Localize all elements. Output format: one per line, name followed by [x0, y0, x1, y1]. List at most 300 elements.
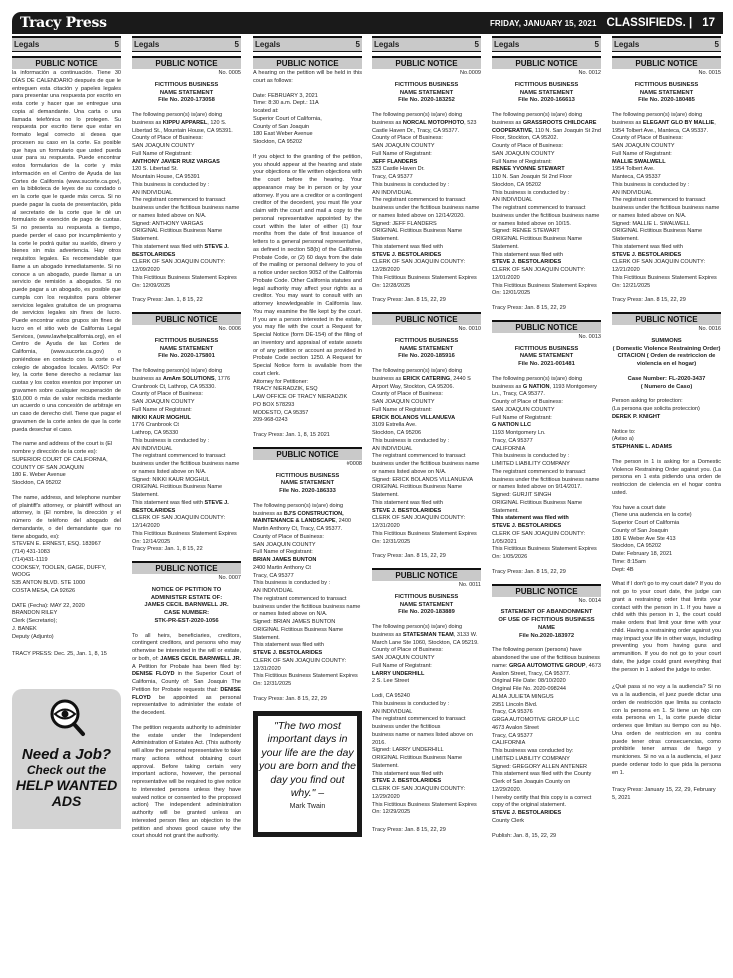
notice-lines: [612, 398, 721, 421]
notice-line: Tracy Press: January 15, 22, 29, February 5, 2021: [612, 787, 716, 801]
notice-line: CLERK OF SAN JOAQUIN COUNTY: 12/14/2020: [132, 515, 226, 529]
notice-line: The registrant commenced to transact business under the fictitious business name or names listed above on N/A.: [132, 197, 240, 219]
text-run: , 2400 Martin Anthony Ct, Tracy, CA 95377.: [253, 518, 352, 532]
notice-line: [372, 368, 481, 391]
notice-number: No. 0013: [578, 333, 601, 340]
notice-line: This business is conducted by :: [253, 580, 331, 587]
notice-line: Full Name of Registrant:: [372, 662, 432, 669]
notice-line: [372, 508, 481, 516]
legals-section-header: [612, 36, 721, 52]
section-label: Legals: [614, 40, 640, 49]
notice-line: [612, 444, 721, 452]
bold-text-run: STEVE J. BESTOLARIDES: [253, 650, 323, 656]
notice-lines: [612, 429, 721, 452]
text-run: be appointed as personal representative to administer the estate of the decedent.: [132, 694, 241, 716]
notice-lines: [612, 505, 721, 575]
notice-line: This statement was filed with: [253, 642, 324, 649]
public-notice-header: PUBLIC NOTICE: [132, 561, 241, 574]
title-line: OF USE OF FICTITIOUS BUSINESS: [498, 617, 595, 623]
notice-line: (La persona que solicita proteccion): [612, 406, 700, 412]
notice-line: [372, 252, 481, 260]
text-run: The name, address, and telephone number of plaintiff's attorney, or plaintiff without an attorney, is (El nombre, la dirección y el número de teléfono del abogado del demandante, o del demandante que no tiene abogado, es):: [12, 494, 121, 540]
notice-line: County of Place of Business:: [132, 135, 203, 142]
notice-lines: [612, 787, 721, 803]
notice-paragraph: [253, 70, 362, 86]
notice-line: SAN JOAQUIN COUNTY: [253, 541, 316, 548]
notice-line: This Fictitious Business Statement Expires On: 12/14/2025: [132, 530, 237, 545]
notice-line: This statement was filed with: [372, 243, 443, 250]
notice-line: [372, 778, 481, 786]
notice-line: 535 ANTON BLVD. STE 1000: [12, 580, 86, 586]
text-run: , 110 N. San Joaquin St 2nd Floor, Stockton, CA 95202.: [492, 127, 601, 142]
text-run: This statement was filed with: [132, 499, 205, 506]
column-4: [372, 36, 481, 976]
classifieds-columns: [12, 36, 723, 976]
bold-text-run: STEVE J. BESTOLARIDES: [132, 243, 229, 258]
notice-line: I hereby certify that this copy is a correct copy of the original statement.: [492, 794, 592, 809]
notice-lines: [612, 112, 721, 290]
notice-line: Signed: GURJIT SINGH: [492, 492, 552, 498]
notice-line: Time: 8:30 a.m. Dept.: 11A: [253, 100, 319, 107]
notice-line: Notice to:: [612, 428, 636, 435]
title-line: FICTITIOUS BUSINESS: [275, 472, 340, 479]
title-line: CITACION ( Orden de restriccion de violencia en el hogar): [617, 353, 716, 367]
column-body: [132, 56, 241, 841]
text-run: la información a continuación. Tiene 30 DÍAS DE CALENDARIO después de que le entreguen esta citación y papeles legales para presentar una respuesta por escrito en esta corte y hacer que se entregue una copia al demandante. Una carta o una llamada telefónica no lo protegen. Su respuesta por escrito tiene que estar en formato legal correcto si desea que procesen su caso en la corte. Es posible que haya un formulario que usted pueda usar para su respuesta. Puede encontrar estos formularios de la corte y más información en el Centro de Ayuda de las Cortes de California (www.sucorte.ca.gov), en la biblioteca de leyes de su condado o en la corte que le quede más cerca. Si no puede pagar la cuota de presentación, pida al secretario de la corte que le dé un formulario de exención de pago de cuotas. Si no presenta su respuesta a tiempo, puede perder el caso por incumplimiento y la corte le podrá quitar su sueldo, dinero y bienes sin más advertencia. Hay otros requisitos legales. Es recomendable que llame a un abogado inmediatamente. Si no conoce a un abogado, puede llamar a un servicio de remisión a abogados. Si no puede pagar a un abogado, es posible que cumpla con los requisitos para obtener servicios legales gratuitos de un programa de servicios legales sin fines de lucro. Puede encontrar estos grupos sin fines de lucro en el sitio web de California Legal Services, (www.lawhelpcalifornia.org), en el Centro de Ayuda de las Cortes de California, (www.sucorte.ca.gov) o poniéndose en contacto con la corte o el colegio de abogados locales. AVISO: Por ley, la corte tiene derecho a reclamar las cuotas y los costos exentos por imponer un gravamen sobre cualquier recuperación de $10,000 ó más de valor recibida mediante un acuerdo o una concesión de arbitraje en un caso de derecho civil. Tiene que pagar el gravamen de la corte antes de que la corte pueda desechar el caso.: [12, 70, 121, 433]
notice-title: [372, 338, 481, 361]
column-body: [253, 56, 362, 837]
title-line: NAME STATEMENT: [519, 89, 574, 96]
notice-line: SUPERIOR COURT OF CALIFORNIA,: [12, 456, 108, 463]
notice-line: This Fictitious Business Statement Expires On: 12/31/2025: [372, 530, 477, 545]
title-line: NAME STATEMENT: [280, 480, 335, 487]
notice-line: CLERK OF SAN JOAQUIN COUNTY: 12/31/2020: [253, 657, 347, 672]
column-2: [132, 36, 241, 976]
notice-lines: [132, 112, 241, 290]
notice-line: 120 S. Libertad St.: [132, 166, 178, 173]
notice-line: 2400 Martin Anthony Ct: [253, 564, 311, 571]
notice-line: [132, 368, 241, 391]
ad-help-wanted: HELP WANTED: [15, 776, 118, 793]
notice-line: County of San Joaquin: [253, 123, 310, 130]
notice-title: [253, 473, 362, 496]
notice-line: (Tiene una audencia en la corte): [612, 512, 692, 519]
notice-line: This business is conducted by :: [372, 700, 450, 707]
notice-line: 180 East Weber Avenue: [253, 131, 313, 138]
notice-line: SAN JOAQUIN COUNTY: [372, 655, 435, 661]
notice-number: No. 0006: [218, 326, 241, 332]
notice-line: [492, 515, 601, 523]
notice-line: Date: FEBRUARY 3, 2021: [253, 92, 318, 99]
notice-line: Attorney for Petitioner:: [253, 378, 309, 385]
bold-text-run: NORCAL MOTOPHOTO: [402, 119, 465, 126]
bold-text-run: G NATION: [522, 383, 550, 390]
column-body: [372, 56, 481, 835]
notice-line: This Fictitious Business Statement Expires On: 12/21/2025: [612, 274, 717, 289]
notice-paragraph: [12, 495, 121, 542]
notice-line: The registrant commenced to transact business under the fictitious business name or names listed above on N/A.: [612, 197, 720, 219]
title-line: ( Numero de Caso): [640, 383, 693, 390]
title-line: FICTITIOUS BUSINESS: [154, 81, 219, 88]
notice-line: 4673 Avalon Street: [492, 724, 539, 731]
text-run: , 1954 Tolbert Ave., Manteca, CA 95337.: [612, 119, 716, 134]
notice-line: 1193 Montgomery Ln.: [492, 430, 546, 436]
notice-line: This Fictitious Business Statement Expires On: 12/01/2025: [492, 282, 597, 297]
notice-line: ORIGINAL Fictitious Business Name Statement.: [492, 236, 583, 250]
notice-line: AN INDIVIDUAL: [132, 189, 173, 196]
notice-title: [132, 82, 241, 105]
notice-line: SAN JOAQUIN COUNTY: [492, 150, 555, 157]
notice-line: SAN JOAQUIN COUNTY: [372, 399, 435, 405]
title-line: FICTITIOUS BUSINESS: [394, 337, 459, 344]
bold-text-run: GRASSROOTS CHILDCARE COOPERATIVE: [492, 119, 597, 134]
bold-text-run: GRGA AUTOMOTIVE GROUP: [508, 662, 586, 669]
notice-line: Full Name of Registrant:: [132, 150, 192, 157]
bold-text-run: STEVE J. BESTOLARIDES: [492, 523, 562, 529]
notice-line: 180 E. Weber Avenue: [12, 472, 66, 479]
notice-line: [492, 422, 601, 430]
notice-title: [612, 338, 721, 369]
notice-lines: [253, 696, 362, 704]
public-notice-header: PUBLIC NOTICE: [372, 56, 481, 69]
title-line: File No. 2020-183252: [398, 97, 455, 104]
notice-line: Tracy, CA 95376: [492, 709, 533, 716]
notice-line: COSTA MESA, CA 92626: [12, 587, 76, 594]
notice-line: Signed: BRIAN JAMES BUNTON: [253, 619, 336, 625]
notice-line: [132, 244, 241, 260]
section-label: Legals: [255, 40, 281, 49]
notice-paragraph: [253, 154, 362, 379]
title-line: NAME STATEMENT: [399, 345, 454, 352]
title-line: FICTITIOUS BUSINESS: [394, 593, 459, 600]
notice-line: Signed: NIKKI KAUR MOGHUL: [132, 476, 210, 483]
text-run: The following person (persons) have abandoned the use of the fictitious business name:: [492, 647, 600, 669]
notice-line: [492, 376, 601, 399]
notice-lines: [253, 379, 362, 426]
notice-line: County of Place of Business:: [372, 391, 443, 398]
notice-lines: [12, 651, 121, 659]
bold-text-run: DENISE FLOYD: [132, 671, 175, 678]
notice-line: [372, 112, 481, 135]
notice-line: AN INDIVIDUAL: [253, 588, 294, 594]
notice-number: No. 0011: [458, 582, 481, 588]
notice-line: DATE (Fecha): MAY 22, 2020: [12, 602, 85, 609]
notice-line: CLERK OF SAN JOAQUIN COUNTY: 1/05/2021: [492, 530, 586, 545]
notice-line: Dept: 4B: [612, 566, 634, 573]
notice-lines: [372, 297, 481, 305]
help-wanted-ad[interactable]: [12, 689, 121, 829]
notice-line: ORIGINAL Fictitious Business Name Statement.: [372, 755, 463, 769]
public-notice-header: PUBLIC NOTICE: [492, 584, 601, 597]
notice-line: [492, 166, 601, 174]
notice-line: [132, 415, 241, 423]
text-run: , 1193 Montgomery Ln., Tracy, CA 95377.: [492, 383, 597, 398]
title-line: File No.2020-183972: [518, 632, 575, 639]
notice-line: [492, 810, 601, 818]
title-line: FICTITIOUS BUSINESS: [634, 81, 699, 88]
notice-line: BRANDON RILEY: [12, 610, 58, 617]
bold-text-run: LARRY UNDERHILL: [372, 670, 425, 677]
section-number: 5: [594, 40, 599, 49]
quote-box: [253, 711, 362, 837]
notice-lines: [492, 569, 601, 577]
title-line: ADMINISTER ESTATE OF:: [150, 594, 223, 601]
bold-text-run: KIPPU APPAREL: [162, 119, 208, 126]
notice-line: Signed: GREGORY ALLEN ANTENER: [492, 763, 588, 770]
legals-section-header: [372, 36, 481, 52]
notice-line: This business is conducted by :: [372, 437, 450, 444]
column-3: [253, 36, 362, 976]
notice-line: SAN JOAQUIN COUNTY: [492, 406, 555, 413]
notice-line: This business is conducted by :: [492, 453, 570, 460]
notice-line: Original File Date: 08/10/2020: [492, 678, 566, 685]
notice-lines: [253, 503, 362, 689]
notice-number: No. 0007: [218, 575, 241, 581]
section-label: Legals: [374, 40, 400, 49]
title-line: CASE NUMBER:: [163, 610, 210, 616]
notice-number: No. 0005: [218, 70, 241, 76]
notice-paragraph: [612, 459, 721, 498]
notice-title: [492, 346, 601, 369]
notice-line: County Clerk: [492, 817, 525, 824]
title-line: NAME STATEMENT: [399, 89, 454, 96]
notice-number: No. 0012: [578, 70, 601, 76]
notice-line: located at:: [253, 108, 279, 114]
title-line: STK-PR-EST-2020-1056: [154, 617, 219, 624]
notice-line: STEVEN E. ERNEST, ESQ. 183967: [12, 541, 101, 548]
notice-line: ORIGINAL Fictitious Business Name Statement.: [253, 626, 344, 641]
notice-line: Stockton, CA 95202: [253, 139, 303, 145]
text-run: , 1776 Cranbrook Ct, Lathrop, CA 95330.: [132, 375, 231, 390]
notice-lines: [253, 93, 362, 147]
ad-subline: Check out the: [26, 762, 107, 777]
notice-lines: [372, 112, 481, 290]
notice-line: ORIGINAL Fictitious Business Name Statement.: [612, 228, 703, 242]
bold-text-run: G NATION LLC: [492, 422, 532, 429]
ad-headline: Need a Job?: [21, 745, 112, 763]
notice-lines: [492, 112, 601, 298]
text-run: To all heirs, beneficiaries, creditors, contingent creditors, and persons who may otherwise be interested in the will or estate, or both, of:: [132, 632, 241, 662]
notice-line: TRACY PRESS: Dec. 25, Jan. 1, 8, 15: [12, 651, 107, 658]
bold-text-run: JAMES CECIL BARNWELL JR.: [160, 655, 242, 662]
notice-line: Deputy (Adjunto): [12, 633, 54, 640]
notice-title: [492, 82, 601, 105]
notice-line: This business was conducted by:: [492, 748, 574, 754]
notice-line: J. BANEK: [12, 625, 37, 632]
text-run: What if I don't go to my court date? If you do not go to your court date, the judge can grant a restraining order that limits your contact with the person in 1. If you have a child with this person in 1, the court could make orders that limit your time with your child. Having a restraining order against you may impact your life in other ways, including preventing you from having guns and ammunition. If you do not go to your court date, the judge could grant everything that the person in 1 asked the judge to order.: [612, 581, 721, 673]
notice-line: AN INDIVIDUAL: [612, 189, 653, 196]
notice-title: [372, 82, 481, 105]
column-6: [612, 36, 721, 976]
notice-number: #0008: [346, 460, 362, 467]
notice-lines: [372, 368, 481, 546]
notice-line: Tracy, CA 95377: [253, 572, 294, 579]
notice-paragraph: [132, 633, 241, 718]
notice-line: Stockton, CA 95202: [12, 480, 62, 486]
notice-line: This statement was filed with: [372, 499, 443, 506]
bold-text-run: STEVE J. BESTOLARIDES: [492, 810, 562, 816]
notice-line: Clerk (Secretario);: [12, 618, 58, 624]
notice-line: County of Place of Business:: [492, 143, 563, 149]
notice-line: [492, 259, 601, 267]
notice-line: [492, 112, 601, 143]
masthead: [12, 12, 723, 34]
notice-lines: [372, 693, 481, 817]
bold-text-run: AmAm SOLUTIONS: [162, 375, 215, 382]
notice-line: Original File No. 2020-098244: [492, 686, 567, 692]
column-1: [12, 36, 121, 976]
quote-text: "The two most important days in your life are the day you are born and the day you find out why." –: [259, 719, 356, 799]
notice-line: CLERK OF SAN JOAQUIN COUNTY: 12/28/2020: [372, 259, 466, 273]
notice-paragraph: [12, 70, 121, 434]
notice-line: Manteca, CA 95337: [612, 174, 661, 180]
notice-line: ORIGINAL Fictitious Business Name Statement.: [372, 484, 463, 498]
bold-text-run: STEVE J. BESTOLARIDES: [372, 251, 442, 258]
public-notice-header: PUBLIC NOTICE: [492, 320, 601, 333]
text-run: If you object to the granting of the petition, you should appear at the hearing and state your objections or file written objections with the court before the hearing. Your appearance may be in person or by your attorney. If you are a creditor or a contingent creditor of the decedent, you must file your claim with the court and mail a copy to the personal representative appointed by the court within the later of either (1) four months from the date of first issuance of letters to a general personal representative, as defined in section 58(b) of the California Probate Code, or (2) 60 days from the date of the mailing or personal delivery to you of a notice under section 9052 of the California Probate Code. Other California statutes and legal authority may affect your rights as a creditor. You may want to consult with an attorney knowledgeable in California law. You may examine the file kept by the court. If you are a person interested in the estate, you may file with the court a Request for Special Notice (form DE-154) of the filing of an inventory and appraisal of estate assets or of any petition or account as provided in Probate Code section 1250. A Request for Special Notice form is available from the court clerk.: [253, 153, 362, 377]
magnifier-eye-icon: [45, 697, 89, 737]
notice-line: CALIFORNIA: [492, 445, 526, 452]
notice-number: No. 0010: [458, 326, 481, 332]
notice-line: [612, 414, 721, 422]
notice-lines: [12, 441, 121, 488]
notice-line: 2 S. Lee Street: [372, 678, 410, 685]
public-notice-header: PUBLIC NOTICE: [132, 56, 241, 69]
text-run: The following person(s) is(are) doing business as: [372, 368, 463, 382]
notice-line: SAN JOAQUIN COUNTY: [132, 399, 195, 405]
notice-line: CLERK OF SAN JOAQUIN COUNTY: 12/09/2020: [132, 259, 226, 273]
notice-line: Mountain House, CA 95391: [132, 174, 200, 180]
title-line: Case Number: FL-2020-3437: [627, 375, 706, 382]
notice-line: Tracy Press: Jan. 1, 8 15, 22: [132, 297, 203, 304]
notice-line: GRGA AUTOMOTIVE GROUP LLC: [492, 717, 580, 723]
notice-line: LIMITED LIABILITY COMPANY: [492, 461, 570, 467]
notice-line: [253, 557, 362, 565]
bold-text-run: MALLIE SWALWELL: [612, 158, 666, 165]
notice-line: [612, 252, 721, 260]
notice-paragraph: [612, 684, 721, 777]
notice-line: COUNTY OF SAN JOAQUIN: [12, 464, 84, 471]
notice-line: The registrant commenced to transact business under the fictitious business name or names listed above on 9/14/2017.: [492, 468, 600, 491]
text-run: The following person(s) is(are) doing business as: [132, 368, 223, 382]
notice-line: Tracy, CA 95377: [492, 437, 533, 444]
text-run: , 3133 W. March Lane Ste 1060, Stockton, CA 95219.: [372, 631, 479, 646]
public-notice-header: PUBLIC NOTICE: [132, 312, 241, 325]
title-line: NAME STATEMENT: [519, 353, 574, 360]
text-run: The following person(s) is(are) doing business as: [372, 624, 463, 638]
legals-section-header: [253, 36, 362, 52]
title-line: ( Domestic Violence Restraining Order): [612, 345, 721, 352]
bold-text-run: DENISE FLOYD: [132, 686, 241, 701]
title-line: File No. 2020-175801: [158, 353, 215, 360]
text-run: The following person(s) is(are) doing business as: [372, 112, 463, 126]
notice-line: ORIGINAL Fictitious Business Name Statement.: [492, 499, 583, 514]
public-notice-header: PUBLIC NOTICE: [12, 56, 121, 69]
text-run: , 4673 Avalon Street, Tracy, CA 95377.: [492, 662, 601, 677]
notice-line: Tracy Press: Jan. 8 15, 22, 29: [492, 568, 566, 575]
notice-line: The registrant commenced to transact business under the fictitious business name or names listed above on N/A.: [132, 453, 240, 475]
bold-text-run: RENEE YVONNE STEWART: [492, 166, 565, 173]
issue-date: FRIDAY, JANUARY 15, 2021: [489, 18, 597, 28]
notice-title: [492, 609, 601, 640]
notice-line: Signed: RENEE STEWART: [492, 228, 560, 235]
notice-line: This Fictitious Business Statement Expires On: 12/31/2025: [253, 673, 358, 687]
notice-line: (714) 431-1083: [12, 549, 50, 555]
text-run: A hearing on the petition will be held in this court as follows:: [253, 70, 362, 84]
notice-line: Tracy Press: Jan. 8 15, 22, 29: [372, 827, 446, 833]
notice-line: Full Name of Registrant:: [372, 406, 432, 413]
notice-line: 1776 Cranbrook Ct: [132, 422, 179, 429]
notice-line: AN INDIVIDUAL: [372, 189, 413, 196]
notice-line: This business is conducted by :: [132, 181, 210, 188]
notice-line: ORIGINAL Fictitious Business Name Statement.: [132, 228, 223, 242]
notice-line: CLERK OF SAN JOAQUIN COUNTY: 12/29/2020: [372, 786, 466, 800]
bold-text-run: STEVE J. BESTOLARIDES: [612, 251, 682, 258]
notice-number: No.0009: [460, 70, 481, 76]
title-line: File No. 2020-166613: [518, 97, 575, 104]
section-label: Legals: [14, 40, 40, 49]
title-line: NAME STATEMENT: [159, 89, 214, 96]
notice-paragraph: [612, 581, 721, 674]
notice-lines: [253, 432, 362, 440]
column-body: [492, 56, 601, 840]
notice-title: [612, 376, 721, 392]
notice-line: AN INDIVIDUAL: [132, 445, 173, 452]
notice-line: [612, 112, 721, 135]
notice-title: [372, 594, 481, 617]
notice-line: The registrant commenced to transact business under the fictitious business name or names listed above on N/A.: [253, 595, 361, 618]
public-notice-header: PUBLIC NOTICE: [612, 56, 721, 69]
text-run: This statement was filed with: [132, 243, 205, 250]
notice-line: Full Name of Registrant:: [492, 414, 552, 421]
title-line: FICTITIOUS BUSINESS: [154, 337, 219, 344]
notice-line: Full Name of Registrant:: [492, 158, 552, 165]
bold-text-run: BJ'S CONSTRUCTION, MAINTENANCE & LANDSCAPE: [253, 510, 344, 525]
notice-title: [132, 338, 241, 361]
section-number: 5: [714, 40, 719, 49]
notice-line: TRACY NIERADZIK, ESQ: [253, 386, 318, 393]
text-run: in the Superior Court of California, County of: San Joaquin The Petition for Probate requests that:: [132, 671, 241, 693]
legals-section-header: [492, 36, 601, 52]
notice-lines: [132, 297, 241, 305]
notice-line: LAW OFFICE OF TRACY NIERADZIK: [253, 394, 348, 400]
title-line: FICTITIOUS BUSINESS: [514, 345, 579, 352]
notice-line: 180 E Weber Ave Ste 413: [612, 535, 676, 542]
notice-line: County of Place of Business:: [372, 135, 443, 142]
notice-line: CLERK OF SAN JOAQUIN COUNTY: 12/01/2020: [492, 267, 586, 281]
title-line: File No. 2021-001481: [518, 361, 575, 367]
notice-line: Lathrop, CA 95330: [132, 430, 179, 436]
notice-line: Signed: ERICK BOLANOS VILLANUEVA: [372, 476, 474, 483]
bold-text-run: STATESMAN TEAM: [402, 631, 454, 638]
notice-line: 523 Castle Haven Dr.: [372, 166, 425, 173]
notice-line: [132, 112, 241, 135]
notice-line: [132, 159, 241, 167]
column-body: [12, 56, 121, 829]
notice-line: [612, 159, 721, 167]
public-notice-header: PUBLIC NOTICE: [372, 568, 481, 581]
bold-text-run: DEREK P. KNIGHT: [612, 413, 661, 420]
bold-text-run: ELEGANT GLO BY MALLIE: [642, 119, 715, 126]
notice-line: The registrant commenced to transact business under the fictitious: [372, 716, 466, 730]
notice-line: PO BOX 578293: [253, 401, 295, 408]
text-run: The following person(s) is(are) doing business as: [132, 112, 223, 126]
notice-lines: [492, 833, 601, 841]
notice-line: AN INDIVIDUAL: [372, 445, 413, 452]
text-run: A Petition for Probate has been filed by:: [132, 663, 241, 670]
notice-line: Tracy Press: Jan. 8 15, 22, 29: [372, 553, 446, 560]
notice-line: SAN JOAQUIN COUNTY: [612, 143, 675, 149]
